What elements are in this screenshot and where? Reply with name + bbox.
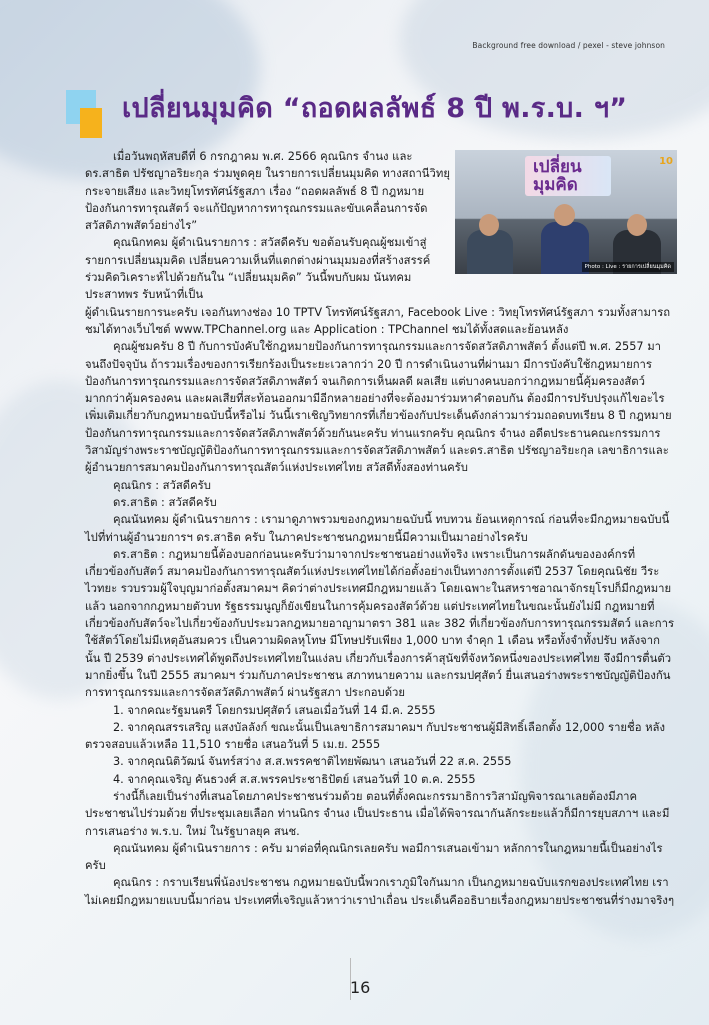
- title-decoration-orange: [80, 108, 102, 138]
- list-item: 4. จากคุณเจริญ คันธวงศ์ ส.ส.พรรคประชาธิปัตย์ เสนอวันที่ 10 ต.ค. 2555: [113, 772, 476, 786]
- program-logo-line1: เปลี่ยน: [533, 157, 582, 177]
- article-paragraph: คุณนิกทคม ผู้ดำเนินรายการ : สวัสดีครับ ขอต้อนรับคุณผู้ชมเข้าสู่รายการเปลี่ยนมุมคิด เปลี่ยนความเห็นที่แตกต่างผ่านมุมมองที่สร้างสรรค์ ร่วมคิดวิเคราะห์ไปด้วยกันใน “เปลี่ยนมุมคิด” วันนี้พบกับผม นันทคม ประสาทพร รับหน้าที่เป็น: [85, 236, 431, 302]
- list-item: 1. จากคณะรัฐมนตรี โดยกรมปศุสัตว์ เสนอเมื่อวันที่ 14 มี.ค. 2555: [113, 703, 436, 717]
- article-paragraph: ดร.สาธิต : กฎหมายนี้ต้องบอกก่อนนะครับว่ามาจากประชาชนอย่างแท้จริง เพราะเป็นการผลักดันขององค์กรที่เกี่ยวข้องกับสัตว์ สมาคมป้องกันการทารุณสัตว์แห่งประเทศไทยได้ก่อตั้งอย่างเป็นทางการตั้งแต่ปี 2537 โดยคุณนิชัย วีระไวทยะ รวบรวมผู้ใจบุญมาก่อตั้งสมาคมฯ คิดว่าต่างประเทศมีกฎหมายแล้ว โดยเฉพาะในสหราชอาณาจักรยุโรปก็มีกฎหมายแล้ว นอกจากกฎหมายตัวบท รัฐธรรมนูญก็ยังเขียนในการคุ้มครองสัตว์ด้วย แต่ประเทศไทยในขณะนั้นยังไม่มี กฎหมายที่เกี่ยวข้องกับสัตว์จะไปเกี่ยวข้องกับประมวลกฎหมายอาญามาตรา 381 และ 382 ที่เกี่ยวข้องกับการทารุณกรรมสัตว์ และการใช้สัตว์โดยไม่มีเหตุอันสมควร เป็นความผิดลหุโทษ มีโทษปรับเพียง 1,000 บาท จำคุก 1 เดือน หรือทั้งจำทั้งปรับ หลังจากนั้น ปี 2539 ต่างประเทศได้พูดถึงประเทศไทยในแง่ลบ เกี่ยวกับเรื่องการค้าสุนัขที่จังหวัดหนึ่งของประเทศไทย จึงมีการตื่นตัวมากยิ่งขึ้น ในปี 2555 สมาคมฯ ร่วมกับภาคประชาชน สภาทนายความ และกรมปศุสัตว์ ยื่นเสนอร่างพระราชบัญญัติป้องกันการทารุณกรรมและการจัดสวัสดิภาพสัตว์ ผ่านรัฐสภา ประกอบด้วย: [85, 547, 675, 700]
- article-paragraph: ผู้ดำเนินรายการนะครับ เจอกันทางช่อง 10 TPTV โทรทัศน์รัฐสภา, Facebook Live : วิทยุโทรทัศน์รัฐสภา รวมทั้งสามารถชมได้ทางเว็บไซต์ www.TPChannel.org และ Application : TPChannel ชมได้ทั้งสดและย้อนหลัง: [85, 305, 671, 336]
- article-paragraph: คุณนันทคม ผู้ดำเนินรายการ : ครับ มาต่อที่คุณนิกรเลยครับ พอมีการเสนอเข้ามา หลักการในกฎหมายนี้เป็นอย่างไรครับ: [85, 841, 663, 873]
- article-paragraph: คุณผู้ชมครับ 8 ปี กับการบังคับใช้กฎหมายป้องกันการทารุณกรรมและการจัดสวัสดิภาพสัตว์ ตั้งแต่ปี พ.ศ. 2557 มาจนถึงปัจจุบัน ถ้ารวมเรื่องของการเรียกร้องเป็นระยะเวลากว่า 20 ปี การดำเนินงานที่ผ่านมา มีการบังคับใช้กฎหมายการป้องกันการทารุณกรรมและการจัดสวัสดิภาพสัตว์ จนเกิดการเห็นผลดี ผลเสีย แต่บางคนบอกว่ากฎหมายนี้คุ้มครองสัตว์มากกว่าคุ้มครองคน และผลเสียที่สะท้อนออกมามีอีกหลายอย่างที่จะต้องมาร่วมหาคำตอบกัน ต้องมีการปรับปรุงแก้ไขอะไรเพิ่มเติมเกี่ยวกับกฎหมายฉบับนี้หรือไม่ วันนี้เราเชิญวิทยากรที่เกี่ยวข้องกับประเด็นดังกล่าวมาร่วมถอดบทเรียน 8 ปี กฎหมายป้องกันการทารุณกรรมและการจัดสวัสดิภาพสัตว์ด้วยกันนะครับ ท่านแรกครับ คุณนิกร จำนง อดีตประธานคณะกรรมการวิสามัญร่างพระราชบัญญัติป้องกันการทารุณกรรมและการจัดสวัสดิภาพสัตว์ และดร.สาธิต ปรัชญาอริยะกุล เลขาธิการและผู้อำนวยการสมาคมป้องกันการทารุณสัตว์แห่งประเทศไทย สวัสดีทั้งสองท่านครับ: [85, 340, 672, 475]
- program-logo-line2: มุมคิด: [533, 175, 578, 195]
- article-paragraph: คุณนิกร : กราบเรียนพี่น้องประชาชน กฎหมายฉบับนี้พวกเราภูมิใจกันมาก เป็นกฎหมายฉบับแรกของประเทศไทย เราไม่เคยมีกฎหมายแบบนี้มาก่อน ประเทศที่เจริญแล้วหาว่าเราป่าเถื่อน ประเด็นคืออธิบายเรื่องกฎหมายประชาชนที่ร่างมาจริงๆ: [85, 876, 675, 907]
- page-title: เปลี่ยนมุมคิด “ถอดผลลัพธ์ 8 ปี พ.ร.บ. ฯ”: [122, 93, 628, 124]
- page-number: 16: [350, 978, 371, 997]
- article-body: [85, 148, 675, 909]
- article-paragraph: เมื่อวันพฤหัสบดีที่ 6 กรกฎาคม พ.ศ. 2566 คุณนิกร จำนง และ ดร.สาธิต ปรัชญาอริยะกุล ร่วมพูดคุย ในรายการเปลี่ยนมุมคิด ทางสถานีวิทยุกระจายเสียง และวิทยุโทรทัศน์รัฐสภา เรื่อง “ถอดผลลัพธ์ 8 ปี กฎหมายป้องกันการทารุณสัตว์ จะแก้ปัญหาการทารุณกรรมและขับเคลื่อนการจัดสวัสดิภาพสัตว์อย่างไร”: [85, 150, 450, 233]
- list-item: 2. จากคุณสรรเสริญ แสงบัลลังก์ ขณะนั้นเป็นเลขาธิการสมาคมฯ กับประชาชนผู้มีสิทธิ์เลือกตั้ง 12,000 รายชื่อ หลังตรวจสอบแล้วเหลือ 11,510 รายชื่อ เสนอวันที่ 5 เม.ย. 2555: [85, 720, 665, 752]
- article-paragraph: คุณนันทคม ผู้ดำเนินรายการ : เรามาดูภาพรวมของกฎหมายฉบับนี้ ทบทวน ย้อนเหตุการณ์ ก่อนที่จะมีกฎหมายฉบับนี้ ไปที่ท่านผู้อำนวยการฯ ดร.สาธิต ครับ ในภาคประชาชนกฎหมายนี้มีความเป็นมาอย่างไรครับ: [85, 513, 670, 544]
- article-paragraph: ดร.สาธิต : สวัสดีครับ: [113, 495, 217, 509]
- article-paragraph: คุณนิกร : สวัสดีครับ: [113, 478, 211, 492]
- channel-number: 10: [659, 156, 673, 167]
- photo-caption: Photo : Live : รายการเปลี่ยนมุมคิด: [582, 262, 674, 272]
- background-credit: Background free download / pexel - steve johnson: [472, 41, 665, 50]
- article-paragraph: ร่างนี้ก็เลยเป็นร่างที่เสนอโดยภาคประชาชนร่วมด้วย ตอนที่ตั้งคณะกรรมาธิการวิสามัญพิจารณาเลยต้องมีภาคประชาชนไปร่วมด้วย ที่ประชุมเลยเลือก ท่านนิกร จำนง เป็นประธาน เมื่อได้พิจารณากันลักระยะแล้วก็มีการยุบสภาฯ และมีการเสนอร่าง พ.ร.บ. ใหม่ ในรัฐบาลยุค สนช.: [85, 789, 670, 838]
- list-item: 3. จากคุณนิติวัฒน์ จันทร์สว่าง ส.ส.พรรคชาติไทยพัฒนา เสนอวันที่ 22 ส.ค. 2555: [113, 755, 512, 769]
